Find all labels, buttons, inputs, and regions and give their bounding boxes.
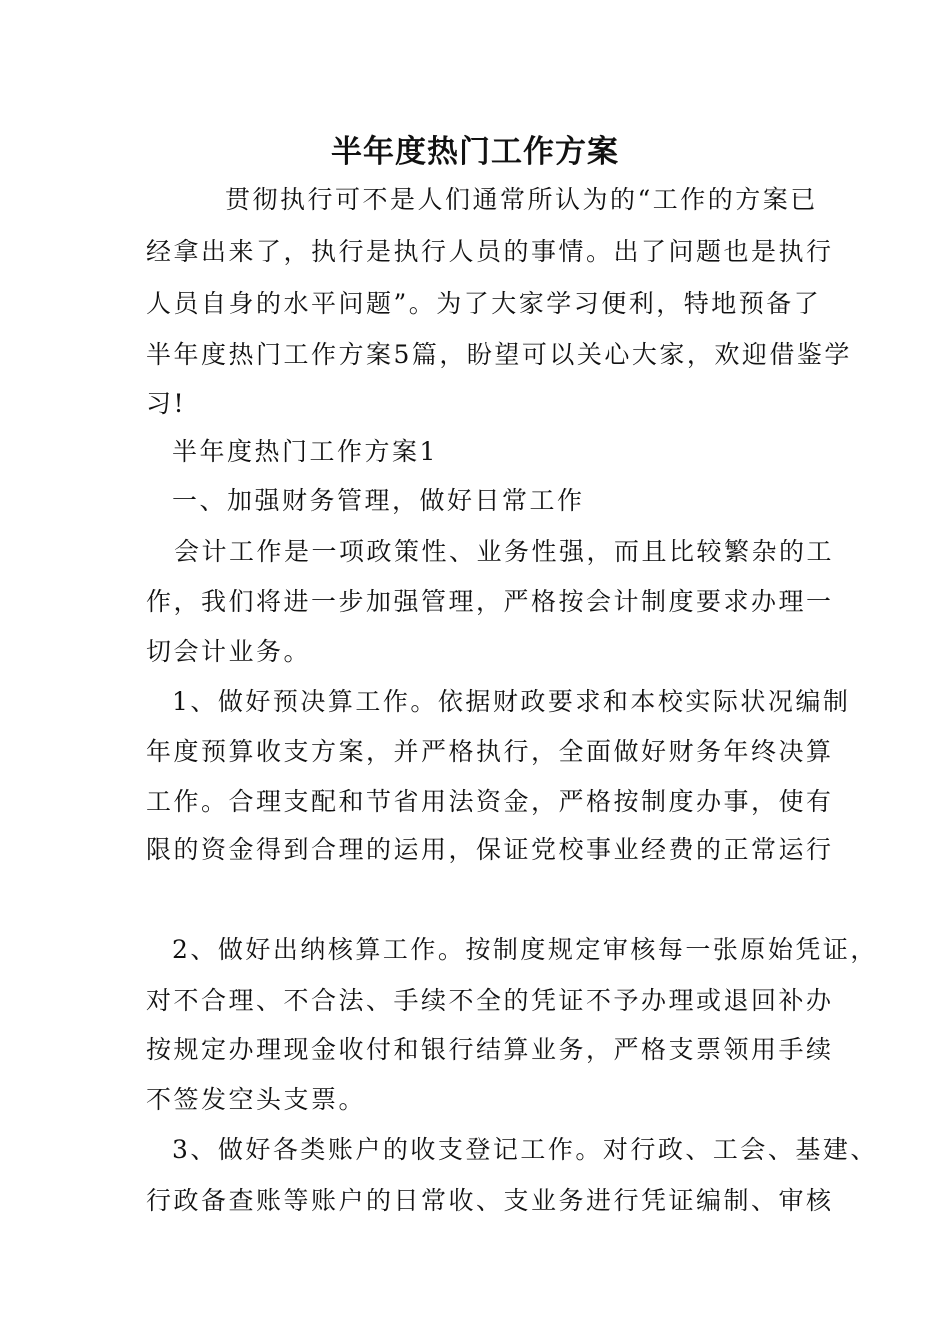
paragraph-line: 行政备查账等账户的日常收、支业务进行凭证编制、审核 [146, 1186, 834, 1215]
paragraph-line: 2、做好出纳核算工作。按制度规定审核每一张原始凭证， [172, 935, 878, 964]
paragraph-line: 工作。合理支配和节省用法资金，严格按制度办事，使有 [146, 787, 834, 816]
paragraph-line: 按规定办理现金收付和银行结算业务，严格支票领用手续 [146, 1035, 834, 1064]
paragraph-line: 半年度热门工作方案5篇，盼望可以关心大家，欢迎借鉴学 [146, 340, 852, 369]
paragraph-line: 对不合理、不合法、手续不全的凭证不予办理或退回补办 [146, 986, 834, 1015]
paragraph-line: 不签发空头支票。 [146, 1085, 367, 1114]
document-title: 半年度热门工作方案 [331, 134, 619, 170]
paragraph-line: 会计工作是一项政策性、业务性强，而且比较繁杂的工 [174, 537, 835, 566]
paragraph-line: 年度预算收支方案，并严格执行，全面做好财务年终决算 [146, 737, 834, 766]
paragraph-line: 经拿出来了，执行是执行人员的事情。出了问题也是执行 [146, 237, 834, 266]
paragraph-line: 作，我们将进一步加强管理，严格按会计制度要求办理一 [146, 587, 834, 616]
section-heading: 半年度热门工作方案1 [172, 437, 438, 466]
paragraph-line: 3、做好各类账户的收支登记工作。对行政、工会、基建、 [172, 1135, 878, 1164]
paragraph-line: 1、做好预决算工作。依据财政要求和本校实际状况编制 [172, 687, 851, 716]
paragraph-line: 限的资金得到合理的运用，保证党校事业经费的正常运行 [146, 835, 834, 864]
section-subheading: 一、加强财务管理，做好日常工作 [172, 486, 585, 515]
paragraph-line: 习! [146, 389, 187, 418]
paragraph-line: 切会计业务。 [146, 637, 312, 666]
paragraph-line: 贯彻执行可不是人们通常所认为的“工作的方案已 [225, 185, 818, 214]
paragraph-line: 人员自身的水平问题”。为了大家学习便利，特地预备了 [146, 289, 822, 318]
